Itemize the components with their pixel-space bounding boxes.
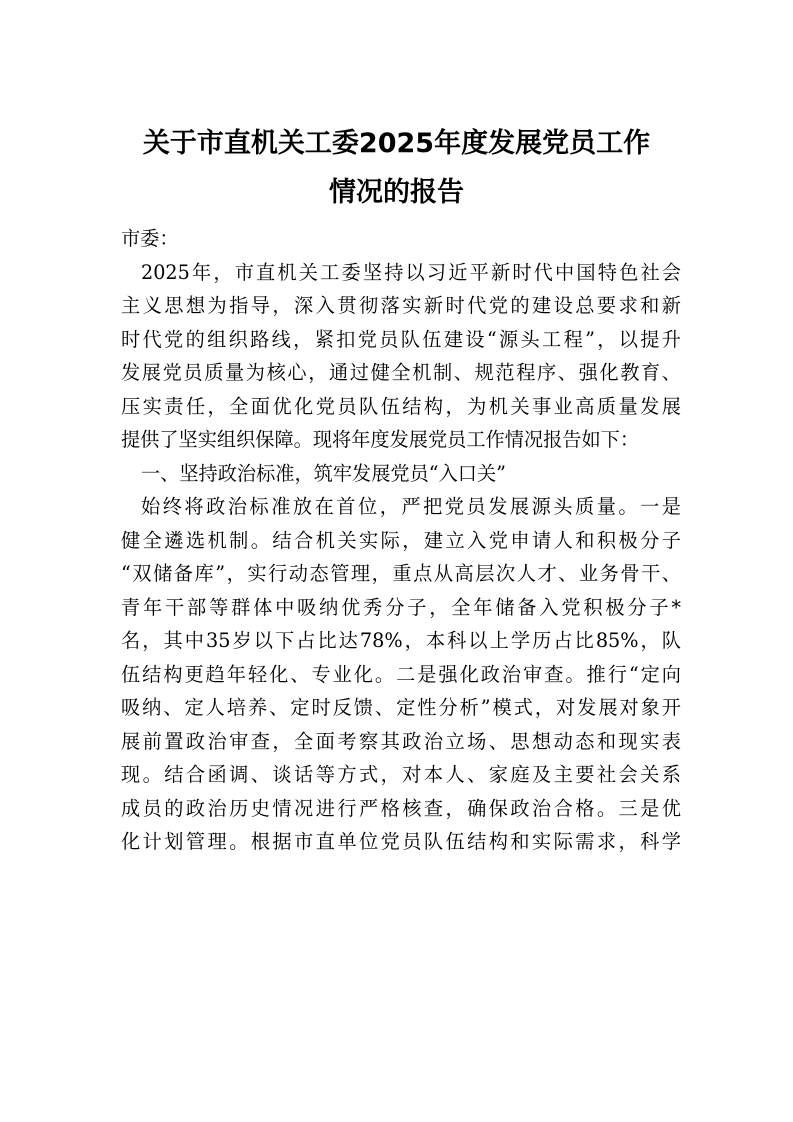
body-line: 健全遴选机制。结合机关实际，建立入党申请人和积极分子	[121, 528, 681, 552]
body-line: 化计划管理。根据市直单位党员队伍结构和实际需求，科学	[121, 830, 681, 853]
body-line: “双储备库”，实行动态管理，重点从高层次人才、业务骨干、	[121, 562, 681, 585]
body-line: 成员的政治历史情况进行严格核查，确保政治合格。三是优	[121, 796, 681, 820]
body-line: 一、坚持政治标准，筑牢发展党员“入口关”	[141, 461, 506, 485]
body-line: 主义思想为指导，深入贯彻落实新时代党的建设总要求和新	[121, 294, 681, 317]
body-line: 青年干部等群体中吸纳优秀分子，全年储备入党积极分子*	[121, 595, 681, 619]
body-line: 2025年，市直机关工委坚持以习近平新时代中国特色社会	[141, 260, 681, 284]
body-line: 伍结构更趋年轻化、专业化。二是强化政治审查。推行“定向	[121, 662, 681, 686]
document-body	[121, 222, 681, 859]
body-line: 名，其中35岁以下占比达78%，本科以上学历占比85%，队	[121, 629, 681, 652]
body-line: 展前置政治审查，全面考察其政治立场、思想动态和现实表	[121, 729, 681, 753]
body-line: 压实责任，全面优化党员队伍结构，为机关事业高质量发展	[121, 394, 681, 418]
document-title-line-1: 关于市直机关工委2025年度发展党员工作	[142, 128, 651, 159]
body-line: 提供了坚实组织保障。现将年度发展党员工作情况报告如下：	[121, 428, 640, 451]
body-line: 时代党的组织路线，紧扣党员队伍建设“源头工程”，以提升	[121, 327, 681, 351]
body-line: 吸纳、定人培养、定时反馈、定性分析”模式，对发展对象开	[121, 696, 681, 719]
document-title-line-2: 情况的报告	[329, 177, 464, 208]
body-line: 现。结合函调、谈话等方式，对本人、家庭及主要社会关系	[121, 763, 681, 786]
body-lines	[121, 256, 681, 859]
salutation: 市委：	[121, 227, 179, 250]
body-line: 发展党员质量为核心，通过健全机制、规范程序、强化教育、	[121, 361, 681, 384]
body-line: 始终将政治标准放在首位，严把党员发展源头质量。一是	[141, 495, 681, 518]
